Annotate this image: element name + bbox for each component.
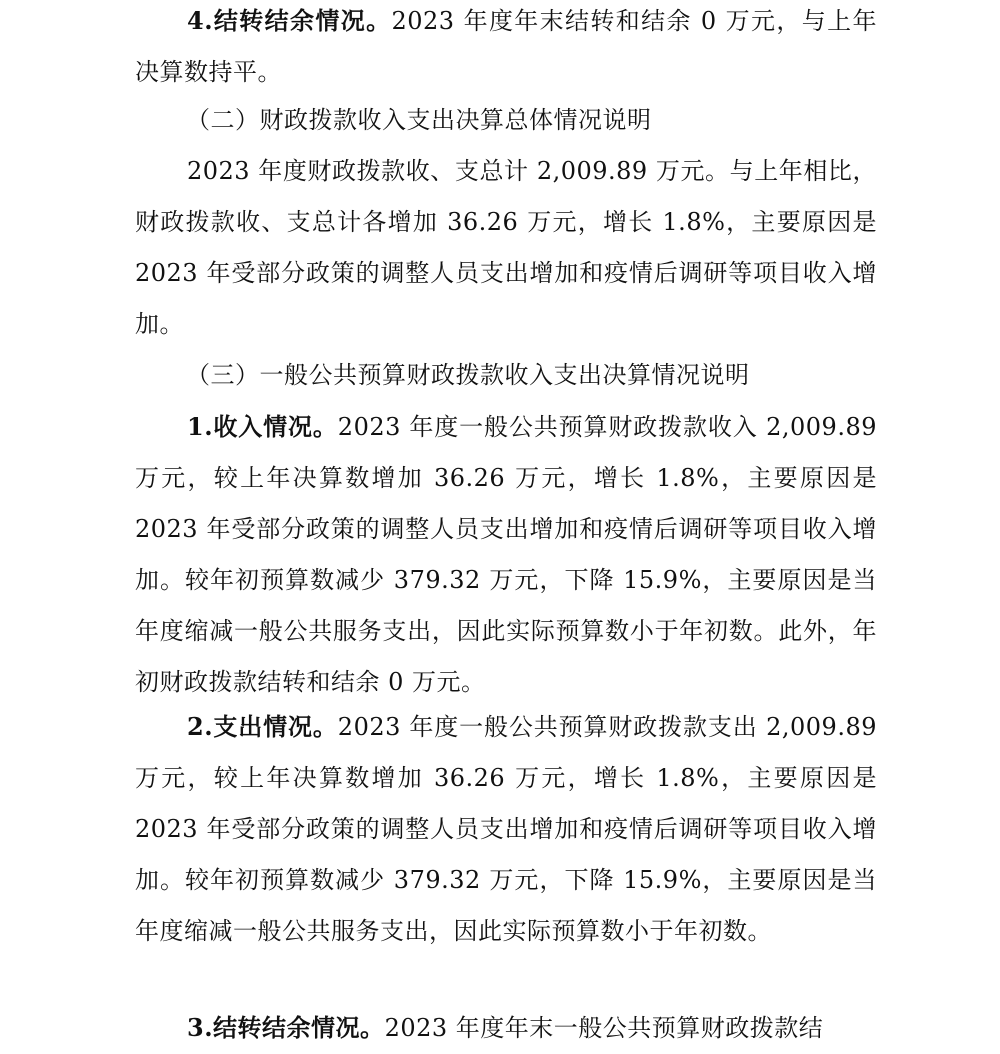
paragraph-fiscal-total	[135, 146, 877, 350]
section-heading-general-budget: （三）一般公共预算财政拨款收入支出决算情况说明	[186, 361, 750, 389]
paragraph-carryover-balance	[135, 1002, 877, 1054]
section-heading-fiscal-total: （二）财政拨款收入支出决算总体情况说明	[186, 106, 652, 134]
paragraph-lead: 1.收入情况。	[187, 412, 338, 441]
paragraph-text: 2023 年度年末一般公共预算财政拨款结	[384, 1014, 824, 1042]
paragraph-carryover	[135, 0, 877, 98]
paragraph-lead: 4.结转结余情况。	[187, 6, 392, 35]
paragraph-text: 2023 年度一般公共预算财政拨款收入 2,009.89 万元，较上年决算数增加 36.26 万元，增长 1.8%，主要原因是 2023 年受部分政策的调整人员支出增加和疫情后调研等项目收入增加。较年初预算数减少 379.32 万元，下降 15.9%，主要原因是当年度缩减一般公共服务支出，因此实际预算数小于年初数。此外，年初财政拨款结转和结余 0 万元。	[135, 413, 877, 696]
paragraph-text: 2023 年度财政拨款收、支总计 2,009.89 万元。与上年相比，财政拨款收、支总计各增加 36.26 万元，增长 1.8%，主要原因是 2023 年受部分政策的调整人员支出增加和疫情后调研等项目收入增加。	[135, 157, 877, 338]
paragraph-lead: 3.结转结余情况。	[187, 1013, 385, 1042]
paragraph-text: 2023 年度一般公共预算财政拨款支出 2,009.89 万元，较上年决算数增加 36.26 万元，增长 1.8%，主要原因是 2023 年受部分政策的调整人员支出增加和疫情后调研等项目收入增加。较年初预算数减少 379.32 万元，下降 15.9%，主要原因是当年度缩减一般公共服务支出，因此实际预算数小于年初数。	[135, 713, 877, 945]
paragraph-income	[135, 401, 877, 708]
paragraph-lead: 2.支出情况。	[187, 712, 338, 741]
paragraph-text: 2023 年度年末结转和结余 0 万元，与上年决算数持平。	[135, 7, 877, 86]
paragraph-expenditure	[135, 701, 877, 957]
